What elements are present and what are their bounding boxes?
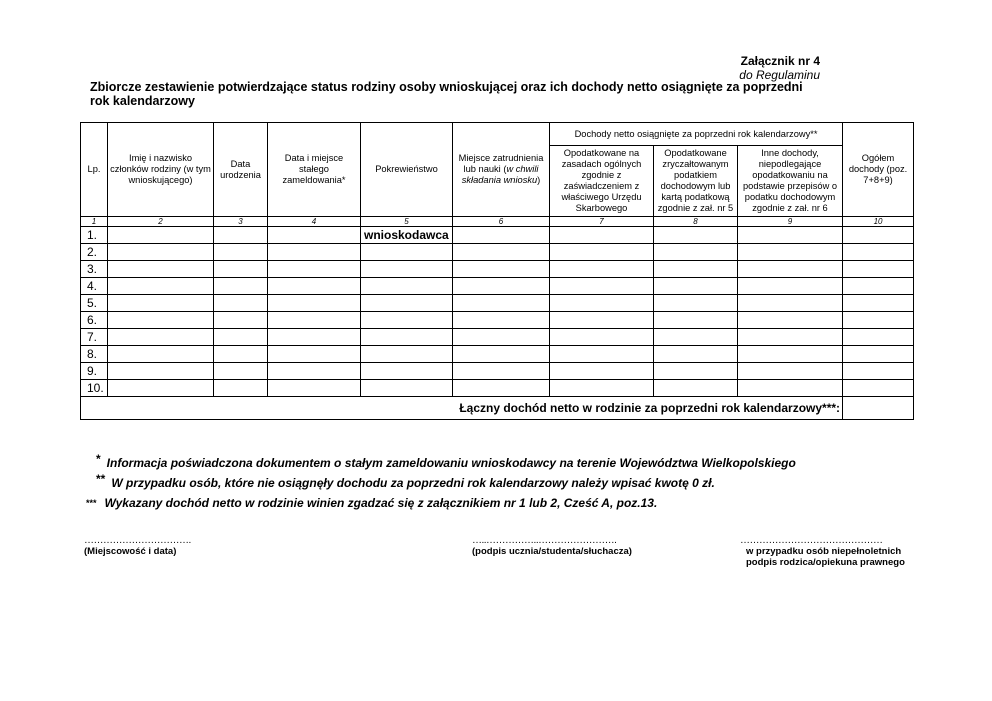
- row-number: 2.: [81, 244, 108, 261]
- column-number: 8: [654, 217, 738, 227]
- table-cell[interactable]: [550, 346, 654, 363]
- table-cell[interactable]: [214, 363, 268, 380]
- table-cell[interactable]: [654, 261, 738, 278]
- column-number: 6: [453, 217, 550, 227]
- table-cell[interactable]: [108, 346, 214, 363]
- table-cell[interactable]: [268, 227, 361, 244]
- table-row: [81, 363, 914, 380]
- table-cell[interactable]: [550, 227, 654, 244]
- footnote-text: W przypadku osób, które nie osiągnęły dochodu za poprzedni rok kalendarzowy należy wpisać kwotę 0 zł.: [111, 476, 715, 490]
- workplace-pre: Miejsce zatrudnienia lub nauki (: [458, 153, 544, 174]
- table-cell[interactable]: [214, 278, 268, 295]
- place-date-signature: [84, 536, 191, 557]
- column-number: 3: [214, 217, 268, 227]
- student-dots: …..……………..…………………….: [472, 535, 617, 546]
- row-number: 1.: [81, 227, 108, 244]
- col-header-lp: Lp.: [81, 123, 108, 217]
- table-cell[interactable]: [654, 363, 738, 380]
- workplace-post: ): [537, 175, 541, 185]
- footnote-text: Wykazany dochód netto w rodzinie winien zgadzać się z załącznikiem nr 1 lub 2, Cześć A, poz.13.: [104, 496, 658, 510]
- col-header-residence: Data i miejsce stałego zameldowania*: [268, 123, 361, 217]
- col-header-income-group: Dochody netto osiągnięte za poprzedni rok kalendarzowy**: [550, 123, 843, 146]
- col-header-birth: Data urodzenia: [214, 123, 268, 217]
- table-cell[interactable]: [738, 295, 843, 312]
- place-dots: …………………………….: [84, 535, 191, 546]
- table-row: [81, 329, 914, 346]
- table-row: [81, 380, 914, 397]
- col-header-income-flat: Opodatkowane zryczałtowanym podatkiem dochodowym lub kartą podatkową zgodnie z zał. nr 5: [654, 146, 738, 217]
- table-cell[interactable]: [214, 244, 268, 261]
- table-cell[interactable]: [738, 380, 843, 397]
- col-header-relation: Pokrewieństwo: [361, 123, 453, 217]
- footnote-mark: **: [96, 472, 106, 486]
- table-cell[interactable]: [108, 278, 214, 295]
- place-label: (Miejscowość i data): [84, 546, 177, 557]
- table-body: [81, 227, 914, 397]
- table-row: [81, 312, 914, 329]
- table-cell[interactable]: [268, 295, 361, 312]
- table-cell[interactable]: [108, 244, 214, 261]
- table-cell[interactable]: [214, 312, 268, 329]
- table-cell[interactable]: [453, 261, 550, 278]
- table-cell[interactable]: [654, 329, 738, 346]
- table-cell[interactable]: [108, 380, 214, 397]
- footnote-mark: ***: [86, 498, 97, 508]
- student-signature: [472, 536, 632, 557]
- table-cell[interactable]: [453, 380, 550, 397]
- table-cell[interactable]: [654, 346, 738, 363]
- table-cell[interactable]: [738, 346, 843, 363]
- row-number: 5.: [81, 295, 108, 312]
- table-cell[interactable]: [843, 312, 914, 329]
- table-cell[interactable]: [843, 295, 914, 312]
- table-cell[interactable]: [268, 380, 361, 397]
- parent-signature: [740, 536, 905, 568]
- income-table: [80, 122, 914, 420]
- table-cell[interactable]: [453, 295, 550, 312]
- table-cell[interactable]: [654, 380, 738, 397]
- relation-cell[interactable]: wnioskodawca: [361, 227, 453, 244]
- table-cell[interactable]: [550, 261, 654, 278]
- column-number: 9: [738, 217, 843, 227]
- table-cell[interactable]: [453, 329, 550, 346]
- table-row: [81, 227, 914, 244]
- table-cell[interactable]: [738, 312, 843, 329]
- table-cell[interactable]: [268, 363, 361, 380]
- table-cell[interactable]: [843, 346, 914, 363]
- relation-cell[interactable]: [361, 363, 453, 380]
- table-cell[interactable]: [738, 227, 843, 244]
- footnote-text: Informacja poświadczona dokumentem o stałym zameldowaniu wnioskodawcy na terenie Województwa Wielkopolskiego: [106, 456, 796, 470]
- row-number: 7.: [81, 329, 108, 346]
- column-number: 5: [361, 217, 453, 227]
- column-number: 4: [268, 217, 361, 227]
- table-cell[interactable]: [550, 244, 654, 261]
- workplace-italic: w chwili składania wniosku: [461, 164, 539, 185]
- table-cell[interactable]: [108, 227, 214, 244]
- table-cell[interactable]: [214, 346, 268, 363]
- table-row: [81, 346, 914, 363]
- row-number: 4.: [81, 278, 108, 295]
- table-cell[interactable]: [453, 278, 550, 295]
- footnote-mark: *: [96, 452, 101, 466]
- footnote-3: [86, 496, 657, 510]
- table-cell[interactable]: [654, 278, 738, 295]
- total-income-cell[interactable]: [843, 397, 914, 420]
- row-number: 10.: [81, 380, 108, 397]
- table-cell[interactable]: [550, 295, 654, 312]
- table-cell[interactable]: [654, 312, 738, 329]
- table-cell[interactable]: [843, 329, 914, 346]
- table-cell[interactable]: [654, 227, 738, 244]
- attachment-title: Załącznik nr 4: [740, 54, 820, 68]
- table-cell[interactable]: [268, 312, 361, 329]
- row-number: 3.: [81, 261, 108, 278]
- table-cell[interactable]: [214, 261, 268, 278]
- table-cell[interactable]: [453, 346, 550, 363]
- column-number: 1: [81, 217, 108, 227]
- relation-cell[interactable]: [361, 244, 453, 261]
- row-number: 9.: [81, 363, 108, 380]
- table-cell[interactable]: [843, 278, 914, 295]
- parent-dots: ………………………………………: [740, 535, 883, 546]
- table-cell[interactable]: [738, 363, 843, 380]
- relation-cell[interactable]: [361, 329, 453, 346]
- table-cell[interactable]: [843, 244, 914, 261]
- parent-label-2: podpis rodzica/opiekuna prawnego: [746, 557, 905, 568]
- column-number: 2: [108, 217, 214, 227]
- relation-cell[interactable]: [361, 312, 453, 329]
- table-cell[interactable]: [738, 244, 843, 261]
- relation-cell[interactable]: [361, 261, 453, 278]
- student-label: (podpis ucznia/studenta/słuchacza): [472, 546, 632, 557]
- table-cell[interactable]: [453, 363, 550, 380]
- row-number: 6.: [81, 312, 108, 329]
- table-cell[interactable]: [108, 295, 214, 312]
- table-cell[interactable]: [453, 312, 550, 329]
- table-cell[interactable]: [268, 346, 361, 363]
- table-cell[interactable]: [453, 244, 550, 261]
- relation-cell[interactable]: [361, 380, 453, 397]
- column-number-row: [81, 217, 914, 227]
- table-cell[interactable]: [654, 295, 738, 312]
- table-cell[interactable]: [550, 278, 654, 295]
- table-row: [81, 244, 914, 261]
- total-income-label: Łączny dochód netto w rodzinie za poprzedni rok kalendarzowy***:: [81, 397, 843, 420]
- table-cell[interactable]: [843, 380, 914, 397]
- col-header-income-other: Inne dochody, niepodlegające opodatkowaniu na podstawie przepisów o podatku dochodowym zgodnie z zał. nr 6: [738, 146, 843, 217]
- table-cell[interactable]: [453, 227, 550, 244]
- table-cell[interactable]: [843, 261, 914, 278]
- footnote-2: [96, 472, 715, 490]
- table-cell[interactable]: [108, 363, 214, 380]
- table-cell[interactable]: [738, 329, 843, 346]
- table-cell[interactable]: [550, 329, 654, 346]
- table-row: [81, 295, 914, 312]
- column-number: 10: [843, 217, 914, 227]
- attachment-subtitle: do Regulaminu: [739, 68, 820, 82]
- table-cell[interactable]: [108, 329, 214, 346]
- table-cell[interactable]: [214, 227, 268, 244]
- table-cell[interactable]: [654, 244, 738, 261]
- relation-cell[interactable]: [361, 278, 453, 295]
- table-cell[interactable]: [214, 380, 268, 397]
- table-cell[interactable]: [214, 329, 268, 346]
- column-number: 7: [550, 217, 654, 227]
- table-cell[interactable]: [268, 329, 361, 346]
- table-cell[interactable]: [550, 380, 654, 397]
- table-cell[interactable]: [550, 312, 654, 329]
- table-cell[interactable]: [108, 261, 214, 278]
- table-cell[interactable]: [108, 312, 214, 329]
- parent-label-1: w przypadku osób niepełnoletnich: [746, 546, 902, 557]
- table-cell[interactable]: [550, 363, 654, 380]
- table-cell[interactable]: [738, 261, 843, 278]
- col-header-income-general: Opodatkowane na zasadach ogólnych zgodnie z zaświadczeniem z właściwego Urzędu Skarbowego: [550, 146, 654, 217]
- table-cell[interactable]: [268, 244, 361, 261]
- table-cell[interactable]: [738, 278, 843, 295]
- table-row: [81, 278, 914, 295]
- table-cell[interactable]: [843, 227, 914, 244]
- table-cell[interactable]: [843, 363, 914, 380]
- col-header-name: Imię i nazwisko członków rodziny (w tym wnioskującego): [108, 123, 214, 217]
- table-cell[interactable]: [214, 295, 268, 312]
- relation-cell[interactable]: [361, 346, 453, 363]
- table-row: [81, 261, 914, 278]
- table-cell[interactable]: [268, 261, 361, 278]
- table-cell[interactable]: [268, 278, 361, 295]
- footnote-1: [96, 452, 796, 470]
- col-header-workplace: [453, 123, 550, 217]
- relation-cell[interactable]: [361, 295, 453, 312]
- col-header-total: Ogółem dochody (poz. 7+8+9): [843, 123, 914, 217]
- document-title: Zbiorcze zestawienie potwierdzające status rodziny osoby wnioskującej oraz ich dochody netto osiągnięte za poprzedni rok kalendarzowy: [90, 80, 803, 108]
- row-number: 8.: [81, 346, 108, 363]
